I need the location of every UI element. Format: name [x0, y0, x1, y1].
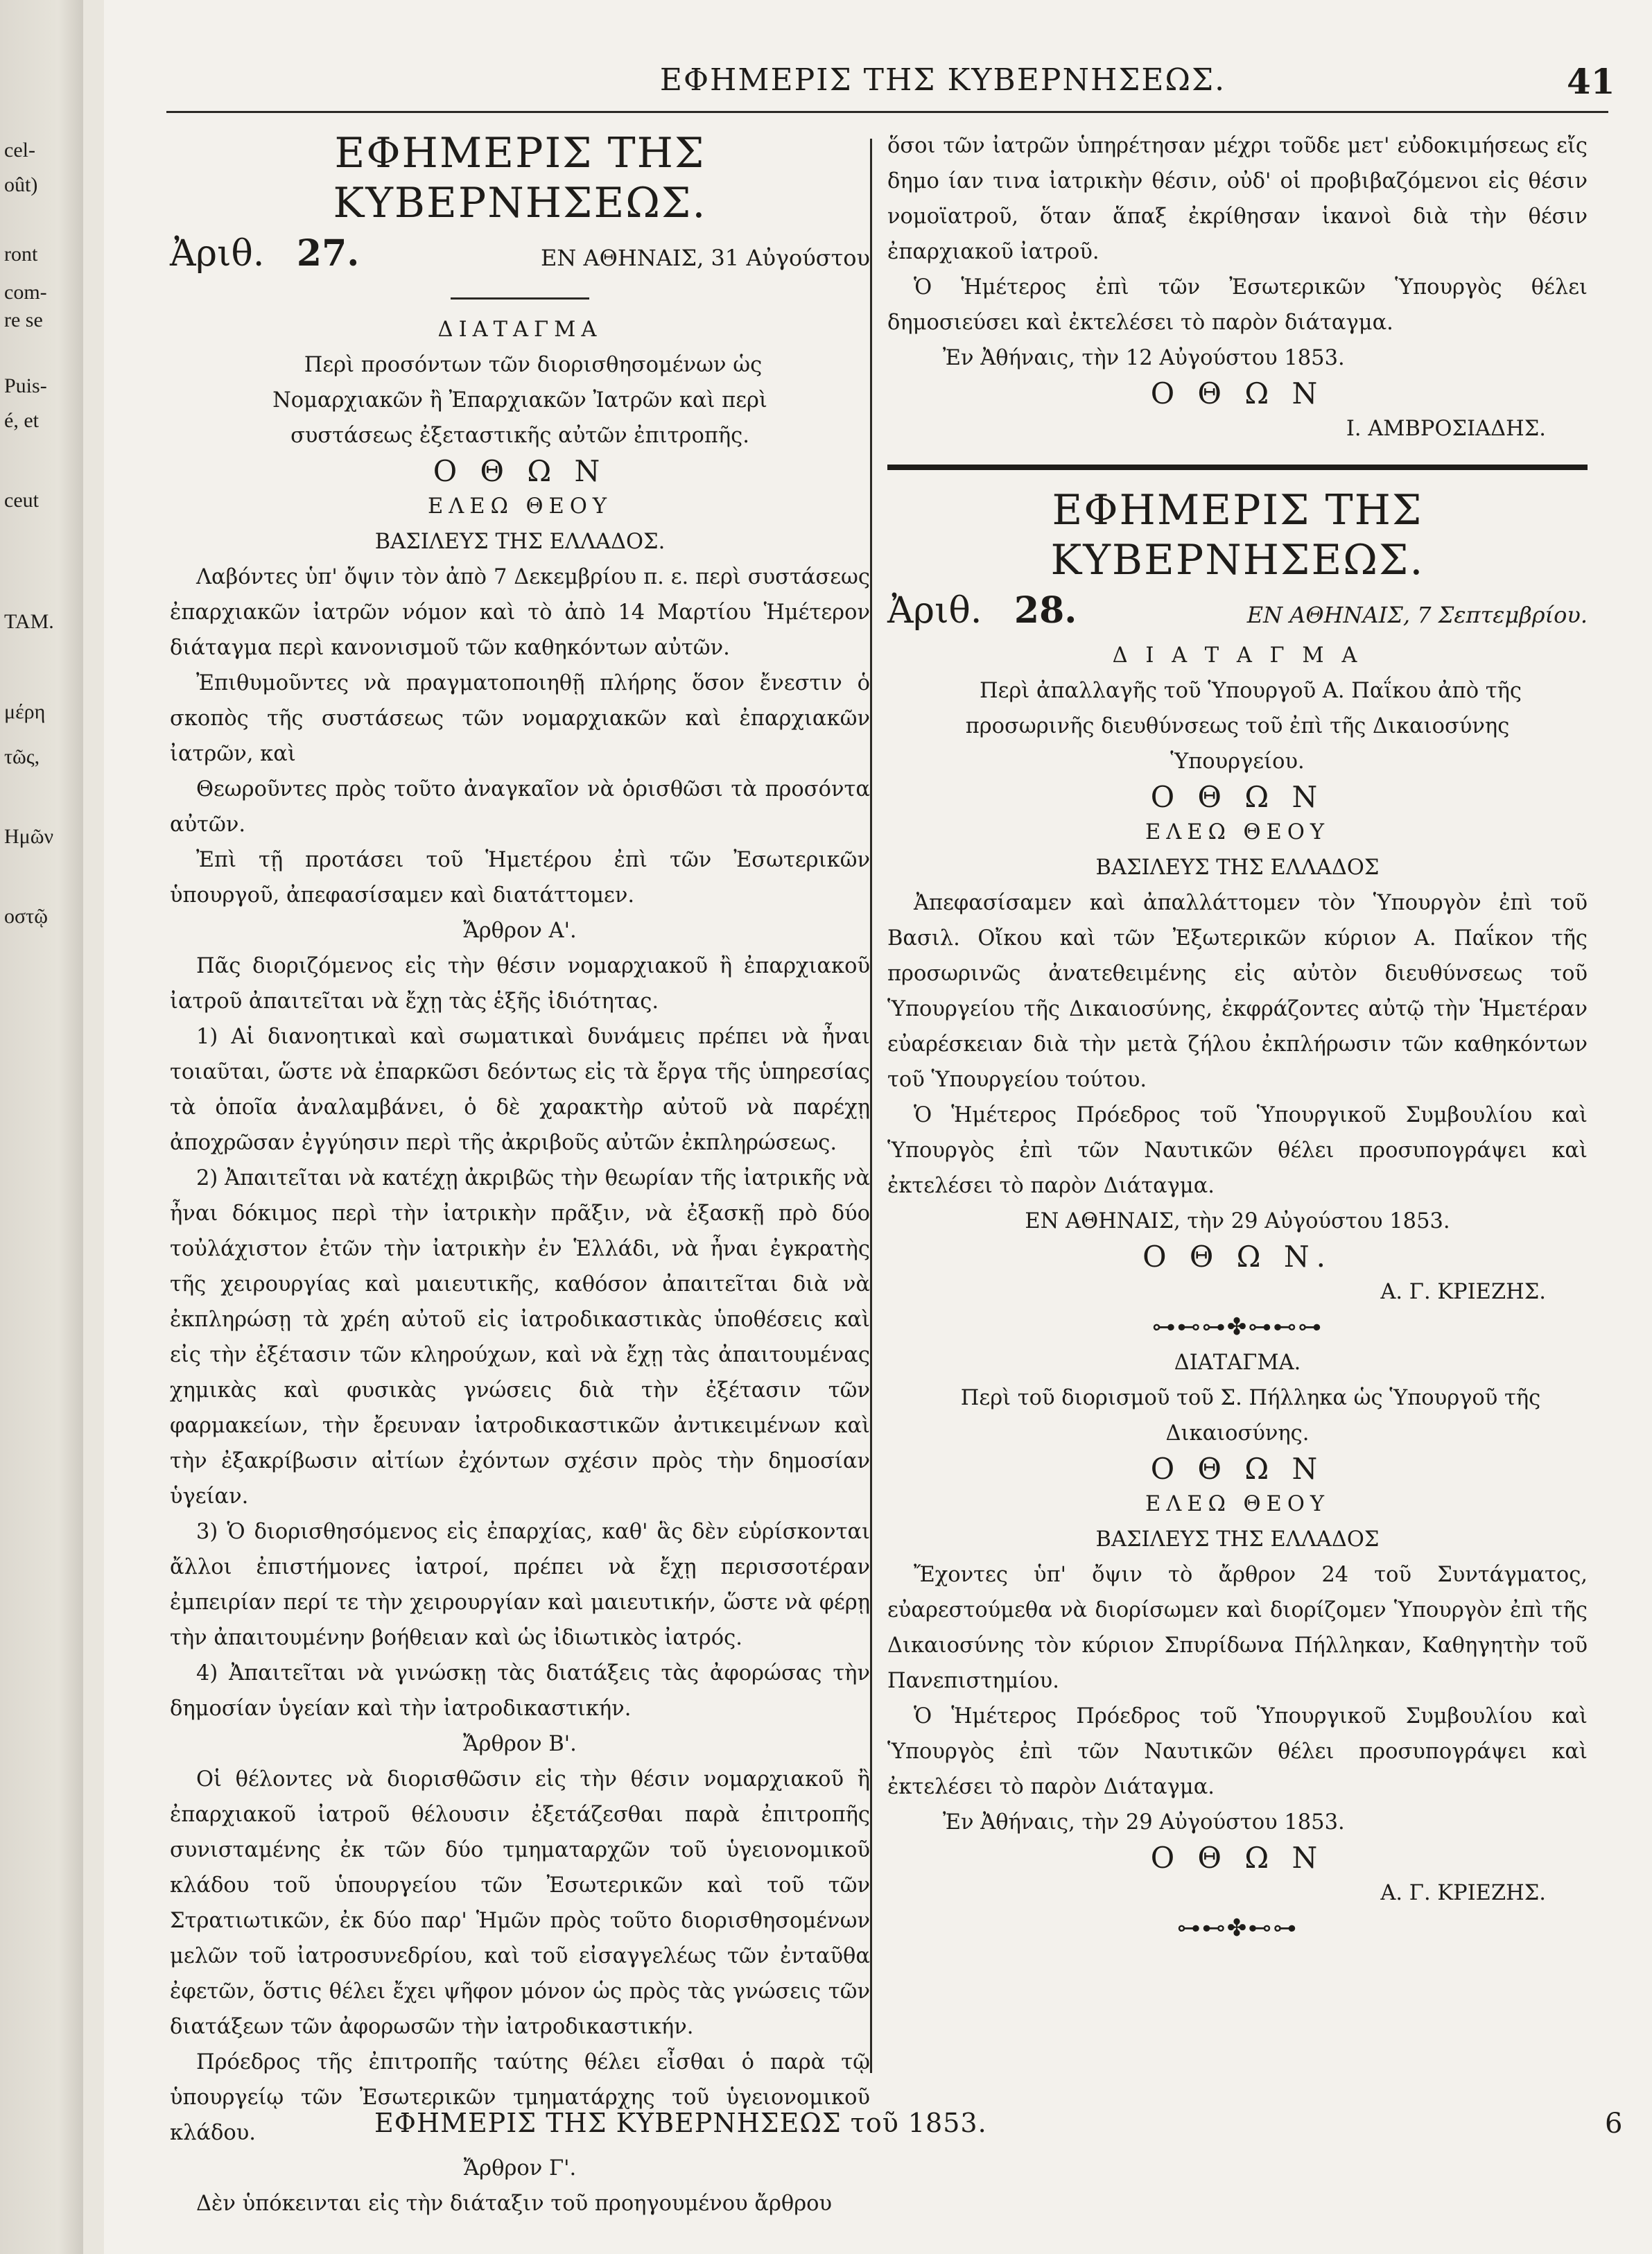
gutter-fragment: oût) [4, 173, 38, 196]
issue-number: 28. [1014, 589, 1077, 632]
gutter-fragment: ceut [4, 489, 39, 512]
article-heading: Ἄρθρον Β'. [463, 1732, 577, 1756]
gutter-fragment: ront [4, 243, 38, 266]
paragraph: 3) Ὁ διορισθησόμενος εἰς ἐπαρχίας, καθ' ἃς δὲν εὑρίσκονται ἄλλοι ἐπιστήμονες ἰατροί, πρέπει νὰ ἔχῃ περισσοτέραν ἐμπειρίαν περί τε τὴν χειρουργίαν καὶ μαιευτικήν, ὥστε νὰ φέρῃ τὴν ἀπαιτουμένην βοήθειαν καὶ ὡς ἰδιωτικὸς ἰατρός. [170, 1520, 870, 1650]
paragraph: Δὲν ὑπόκεινται εἰς τὴν διάταξιν τοῦ προηγουμένου ἄρθρου [196, 2192, 833, 2216]
paragraph: Ἐπιθυμοῦντες νὰ πραγματοποιηθῇ πλήρης ὅσον ἔνεστιν ὁ σκοπὸς τῆς συστάσεως τῶν νομαρχιακῶν καὶ ἐπαρχιακῶν ἰατρῶν, καὶ [170, 671, 870, 766]
paragraph: Ὁ Ἡμέτερος Πρόεδρος τοῦ Ὑπουργικοῦ Συμβουλίου καὶ Ὑπουργὸς ἐπὶ τῶν Ναυτικῶν θέλει προσυπογράψει καὶ ἐκτελέσει τὸ παρὸν Διάταγμα. [887, 1103, 1588, 1198]
ornament-divider: ⊶⊷⊶✤⊶⊷⊶ [1151, 1313, 1323, 1341]
gutter-fragment: cel- [4, 139, 35, 162]
decree-subject: Περὶ τοῦ διορισμοῦ τοῦ Σ. Πήλληκα ὡς Ὑπουργοῦ τῆς Δικαιοσύνης. [960, 1386, 1541, 1446]
paragraph: Θεωροῦντες πρὸς τοῦτο ἀναγκαῖον νὰ ὁρισθῶσι τὰ προσόντα αὐτῶν. [170, 777, 870, 837]
gutter-fragment: οστῷ [4, 905, 48, 928]
paragraph: Ἐπὶ τῇ προτάσει τοῦ Ἡμετέρου ἐπὶ τῶν Ἐσωτερικῶν ὑπουργοῦ, ἀπεφασίσαμεν καὶ διατάττομεν. [170, 848, 870, 908]
paragraph: Λαβόντες ὑπ' ὄψιν τὸν ἀπὸ 7 Δεκεμβρίου π. ε. περὶ συστάσεως ἐπαρχιακῶν ἰατρῶν νόμον καὶ τὸ ἀπὸ 14 Μαρτίου Ἡμέτερον διάταγμα περὶ κανονισμοῦ τῶν καθηκόντων αὐτῶν. [170, 565, 870, 660]
gutter-fragment: TAM. [4, 610, 54, 633]
by-grace-of-god: ΕΛΕΩ ΘΕΟΥ [1145, 1492, 1330, 1516]
column-divider [870, 139, 872, 2073]
by-grace-of-god: ΕΛΕΩ ΘΕΟΥ [1145, 820, 1330, 844]
page-number: 41 [1567, 61, 1615, 102]
paragraph: 1) Αἱ διανοητικαὶ καὶ σωματικαὶ δυνάμεις πρέπει νὰ ἦναι τοιαῦται, ὥστε νὰ ἐπαρκῶσι δεόντως εἰς τὰ ἔργα τῆς ὑπηρεσίας τὰ ὁποῖα ἀναλαμβάνει, ὁ δὲ χαρακτὴρ αὐτοῦ νὰ παρέχῃ ἀποχρῶσαν ἐγγύησιν περὶ τῆς ἀκριβοῦς αὐτῶν ἐκπληρώσεως. [170, 1025, 870, 1155]
section-rule [451, 297, 589, 300]
paragraph: Ὁ Ἡμέτερος Πρόεδρος τοῦ Ὑπουργικοῦ Συμβουλίου καὶ Ὑπουργὸς ἐπὶ τῶν Ναυτικῶν θέλει προσυπογράψει καὶ ἐκτελέσει τὸ παρὸν Διάταγμα. [887, 1704, 1588, 1799]
place-date: ΕΝ ΑΘΗΝΑΙΣ, 7 Σεπτεμβρίου. [1246, 602, 1588, 628]
gutter-fragment: com- [4, 281, 47, 304]
royal-title: ΒΑΣΙΛΕΥΣ ΤΗΣ ΕΛΛΑΔΟΣ [1095, 856, 1380, 880]
minister-signature: Ι. ΑΜΒΡΟΣΙΑΔΗΣ. [1346, 417, 1546, 441]
article-heading: Ἄρθρον Α'. [463, 919, 577, 943]
running-title: ΕΦΗΜΕΡΙΣ ΤΗΣ ΚΥΒΕΡΝΗΣΕΩΣ. [659, 62, 1226, 98]
decree-heading: ΔΙΑΤΑΓΜΑ. [1174, 1351, 1301, 1375]
decree-heading: ΔΙΑΤΑΓΜΑ [437, 318, 602, 342]
masthead: ΕΦΗΜΕΡΙΣ ΤΗΣ ΚΥΒΕΡΝΗΣΕΩΣ. [333, 129, 707, 227]
place-date: ΕΝ ΑΘΗΝΑΙΣ, 31 Αὐγούστου [540, 245, 870, 271]
gutter-fragment: re se [4, 309, 43, 331]
paragraph: Ὁ Ἡμέτερος ἐπὶ τῶν Ἐσωτερικῶν Ὑπουργὸς θέλει δημοσιεύσει καὶ ἐκτελέσει τὸ παρὸν διάταγμα. [887, 275, 1588, 335]
issue-number-label: Ἀριθ. [887, 590, 982, 632]
paragraph: Πᾶς διοριζόμενος εἰς τὴν θέσιν νομαρχιακοῦ ἢ ἐπαρχιακοῦ ἰατροῦ ἀπαιτεῖται νὰ ἔχῃ τὰς ἑξῆς ἰδιότητας. [170, 954, 870, 1014]
issue-number-label: Ἀριθ. [170, 233, 265, 275]
issue-number: 27. [296, 232, 360, 275]
king-name: Ο Θ Ω Ν [1150, 1452, 1325, 1486]
paragraph: Ἔχοντες ὑπ' ὄψιν τὸ ἄρθρον 24 τοῦ Συντάγματος, εὐαρεστούμεθα νὰ διορίσωμεν καὶ διορίζομεν Ὑπουργὸν ἐπὶ τῆς Δικαιοσύνης τὸν κύριον Σπυρίδωνα Πήλληκαν, Καθηγητὴν τοῦ Πανεπιστημίου. [887, 1563, 1588, 1693]
decree-date: ΕΝ ΑΘΗΝΑΙΣ, τὴν 29 Αὐγούστου 1853. [1025, 1209, 1450, 1233]
royal-title: ΒΑΣΙΛΕΥΣ ΤΗΣ ΕΛΛΑΔΟΣ. [374, 530, 666, 554]
decree-subject: Περὶ προσόντων τῶν διορισθησομένων ὡς Νομαρχιακῶν ἢ Ἐπαρχιακῶν Ἰατρῶν καὶ περὶ συστάσεως ἐξεταστικῆς αὐτῶν ἐπιτροπῆς. [272, 353, 767, 448]
article-heading: Ἄρθρον Γ'. [463, 2156, 577, 2181]
king-name: Ο Θ Ω Ν. [1142, 1240, 1332, 1274]
ornament-divider: ⊶⊷✤⊷⊶ [1176, 1914, 1298, 1942]
masthead: ΕΦΗΜΕΡΙΣ ΤΗΣ ΚΥΒΕΡΝΗΣΕΩΣ. [1050, 486, 1425, 584]
paragraph: Ἀπεφασίσαμεν καὶ ἀπαλλάττομεν τὸν Ὑπουργὸν ἐπὶ τοῦ Βασιλ. Οἴκου καὶ τῶν Ἐξωτερικῶν κύριον Α. Παΐκον τῆς προσωρινῶς ἀνατεθειμένης εἰς αὐτὸν διευθύνσεως τοῦ Ὑπουργείου τῆς Δικαιοσύνης, ἐκφράζοντες αὐτῷ τὴν Ἡμετέραν εὐαρέσκειαν διὰ τὴν μετὰ ζήλου ἐκπλήρωσιν τῶν καθηκόντων τοῦ Ὑπουργείου τούτου. [887, 891, 1588, 1092]
issue-number-line [887, 588, 1588, 638]
gutter-fragment: τῶς, [4, 745, 40, 768]
gutter-fragment: é, et [4, 409, 39, 432]
gazette-page [104, 0, 1652, 2254]
decree-heading: Δ Ι Α Τ Α Γ Μ Α [1112, 643, 1363, 668]
gutter-fragment: Ημῶν [4, 825, 54, 848]
king-name: Ο Θ Ω Ν [1150, 780, 1325, 814]
minister-signature: Α. Γ. ΚΡΙΕΖΗΣ. [1380, 1280, 1546, 1304]
adjacent-page-gutter [0, 0, 83, 2254]
decree-date: Ἐν Ἀθήναις, τὴν 12 Αὐγούστου 1853. [943, 346, 1345, 370]
paragraph: 4) Ἀπαιτεῖται νὰ γινώσκῃ τὰς διατάξεις τὰς ἀφορώσας τὴν δημοσίαν ὑγείαν καὶ τὴν ἰατροδικαστικήν. [170, 1661, 870, 1721]
paragraph: ὅσοι τῶν ἰατρῶν ὑπηρέτησαν μέχρι τοῦδε μετ' εὐδοκιμήσεως εἴς δημο ίαν τινα ἰατρικὴν θέσιν, οὐδ' οἱ προβιβαζόμενοι εἰς θέσιν νομοϊατροῦ, ὅταν ἅπαξ ἐκρίθησαν ἱκανοὶ διὰ τὴν θέσιν ἐπαρχιακοῦ ἰατροῦ. [887, 134, 1588, 264]
paragraph: 2) Ἀπαιτεῖται νὰ κατέχῃ ἀκριβῶς τὴν θεωρίαν τῆς ἰατρικῆς νὰ ἦναι δόκιμος περὶ τὴν ἰατρικὴν πρᾶξιν, νὰ ἐξασκῇ πρὸ δύο τοὐλάχιστον ἐτῶν τὴν ἰατρικὴν ἐν Ἑλλάδι, νὰ ἦναι ἐγκρατὴς τῆς χειρουργίας καὶ μαιευτικῆς, καθόσον ἀπαιτεῖται διὰ νὰ ἐκπληρώσῃ τὰ χρέη αὐτοῦ εἰς ἰατροδικαστικὰς ὑποθέσεις καὶ εἰς τὴν ἐξέτασιν τῶν κληρούχων, καὶ νὰ ἔχῃ τὰς ἀπαιτουμένας χημικὰς καὶ φυσικὰς γνώσεις διὰ τὴν ἐξέτασιν τῶν φαρμακείων, τὴν ἔρευναν ἰατροδικαστικῶν ἀντικειμένων καὶ τὴν ἐξακρίβωσιν αἰτίων ἐχόντων σχέσιν πρὸς τὴν δημοσίαν ὑγείαν. [170, 1166, 870, 1509]
gutter-fragment: μέρη [4, 700, 46, 723]
signature-mark: 6 [1605, 2108, 1623, 2140]
gutter-fragment: Puis- [4, 374, 47, 397]
royal-title: ΒΑΣΙΛΕΥΣ ΤΗΣ ΕΛΛΑΔΟΣ [1095, 1527, 1380, 1552]
paragraph: Οἱ θέλοντες νὰ διορισθῶσιν εἰς τὴν θέσιν νομαρχιακοῦ ἢ ἐπαρχιακοῦ ἰατροῦ θέλουσιν ἐξετάζεσθαι παρὰ ἐπιτροπῆς συνισταμένης ἐκ τῶν δύο τμηματαρχῶν τοῦ ὑγειονομικοῦ κλάδου τοῦ ὑπουργείου τῶν Ἐσωτερικῶν καὶ τοῦ τῶν Στρατιωτικῶν, ἐκ δύο παρ' Ἡμῶν πρὸς τοῦτο διορισθησομένων μελῶν τοῦ ἰατροσυνεδρίου, καὶ τοῦ εἰσαγγελέως τῶν ἐνταῦθα ἐφετῶν, ὅστις θέλει ἔχει ψῆφον μόνον ὡς πρὸς τὰς γνώσεις τῶν διατάξεων τῶν ἀφορωσῶν τὴν ἰατροδικαστικήν. [170, 1767, 870, 2039]
footer-title: ΕΦΗΜΕΡΙΣ ΤΗΣ ΚΥΒΕΡΝΗΣΕΩΣ τοῦ 1853. [374, 2108, 987, 2138]
left-column [170, 128, 870, 2221]
king-name: Ο Θ Ω Ν [433, 454, 607, 488]
issue-number-line [170, 231, 870, 281]
decree-subject: Περὶ ἀπαλλαγῆς τοῦ Ὑπουργοῦ Α. Παΐκου ἀπὸ τῆς προσωρινῆς διευθύνσεως τοῦ ἐπὶ τῆς Δικαιοσύνης Ὑπουργείου. [965, 679, 1522, 774]
minister-signature: Α. Γ. ΚΡΙΕΖΗΣ. [1380, 1881, 1546, 1905]
decree-separator [887, 465, 1588, 470]
king-name: Ο Θ Ω Ν [1150, 1841, 1325, 1875]
decree-date: Ἐν Ἀθήναις, τὴν 29 Αὐγούστου 1853. [943, 1810, 1345, 1835]
right-column [887, 128, 1588, 1946]
by-grace-of-god: ΕΛΕΩ ΘΕΟΥ [428, 494, 612, 519]
paragraph: Πρόεδρος τῆς ἐπιτροπῆς ταύτης θέλει εἶσθαι ὁ παρὰ τῷ ὑπουργείῳ τῶν Ἐσωτερικῶν τμηματάρχης τοῦ ὑγειονομικοῦ κλάδου. [170, 2050, 870, 2145]
king-name: Ο Θ Ω Ν [1150, 376, 1325, 410]
header-rule [166, 111, 1608, 113]
